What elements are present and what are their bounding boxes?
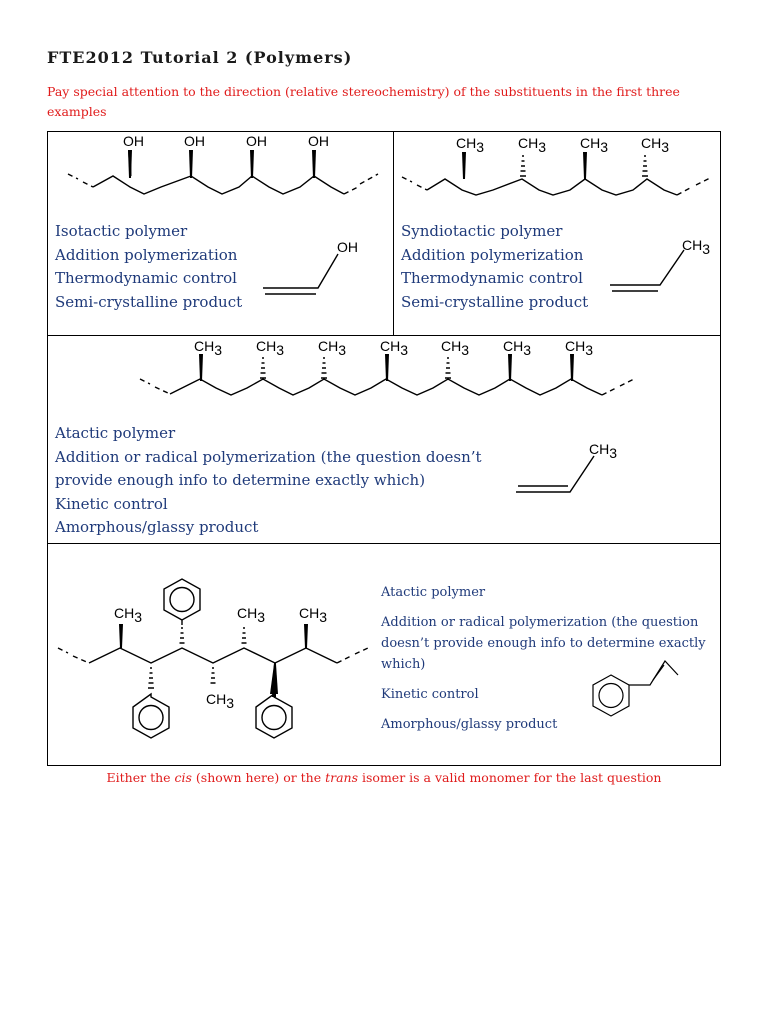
svg-text:CH3: CH3 [299,605,328,625]
cell-description [55,422,482,540]
svg-text:CH3: CH3 [503,338,532,358]
svg-text:CH3: CH3 [256,338,285,358]
product-type: Amorphous/glassy product [55,518,259,536]
polymerization-type: Addition or radical polymerization (the question [381,615,699,630]
cis-term: cis [174,770,192,785]
ch3-labels [194,338,593,358]
propylene-monomer [516,456,594,492]
svg-text:CH3: CH3 [380,338,409,358]
instruction-note: Pay special attention to the direction (relative stereochemistry) of the substituents in the first three examples [47,84,680,119]
phenyl-ring [256,694,292,738]
cell-atactic-polypropylene [48,336,722,543]
svg-text:CH3: CH3 [641,135,670,155]
svg-text:CH3: CH3 [565,338,594,358]
polymer-type: Atactic polymer [55,424,176,442]
polymer-type: Syndiotactic polymer [401,222,563,240]
polymerization-type: Addition or radical polymerization (the question doesn’t [55,447,482,466]
control-type: Kinetic control [381,687,479,702]
cell-isotactic [48,132,393,335]
phenyl-ring [133,694,169,738]
substituent-label: OH [123,133,144,149]
monomer-group-label: OH [337,239,358,255]
polymer-type: Atactic polymer [381,585,486,600]
product-type: Amorphous/glassy product [381,717,558,732]
product-type: Semi-crystalline product [401,292,589,311]
footer-note: Either the cis (shown here) or the trans isomer is a valid monomer for the last question [106,770,662,785]
polymerization-type-continued: which) [381,657,426,672]
polymerization-type: Addition polymerization [401,245,584,264]
svg-text:CH3: CH3 [318,338,347,358]
control-type: Thermodynamic control [401,269,583,287]
trans-term: trans [325,770,359,785]
page-title: FTE2012 Tutorial 2 (Polymers) [47,48,353,67]
control-type: Kinetic control [55,494,168,513]
svg-text:CH3: CH3 [441,338,470,358]
substituent-label: OH [246,133,267,149]
svg-text:CH3: CH3 [114,605,143,625]
svg-text:CH3: CH3 [580,135,609,155]
control-type: Thermodynamic control [55,269,237,287]
svg-text:CH3: CH3 [206,691,235,711]
cell-description [55,220,242,314]
svg-text:CH3: CH3 [194,338,223,358]
substituent-label: OH [184,133,205,149]
cell-syndiotactic [394,132,722,335]
vinyl-alcohol-monomer [263,254,338,294]
ch3-labels [114,605,327,711]
polymerization-type-continued: provide enough info to determine exactly which) [55,471,426,489]
cell-description [381,582,706,735]
polymerization-type-continued: doesn’t provide enough info to determine exactly [381,636,706,651]
product-type: Semi-crystalline product [55,292,243,311]
ch3-labels [456,135,669,155]
substituent-label: OH [308,133,329,149]
phenyl-ring [164,579,200,625]
polymerization-type: Addition polymerization [55,245,238,264]
cell-description [401,220,588,314]
polymer-table [47,131,721,766]
cell-atactic-polystyrene [48,544,722,767]
svg-text:CH3: CH3 [456,135,485,155]
svg-text:CH3: CH3 [237,605,266,625]
propylene-monomer [610,250,684,291]
svg-text:CH3: CH3 [682,237,711,257]
svg-text:CH3: CH3 [518,135,547,155]
polymer-type: Isotactic polymer [55,222,188,240]
svg-text:CH3: CH3 [589,441,618,461]
